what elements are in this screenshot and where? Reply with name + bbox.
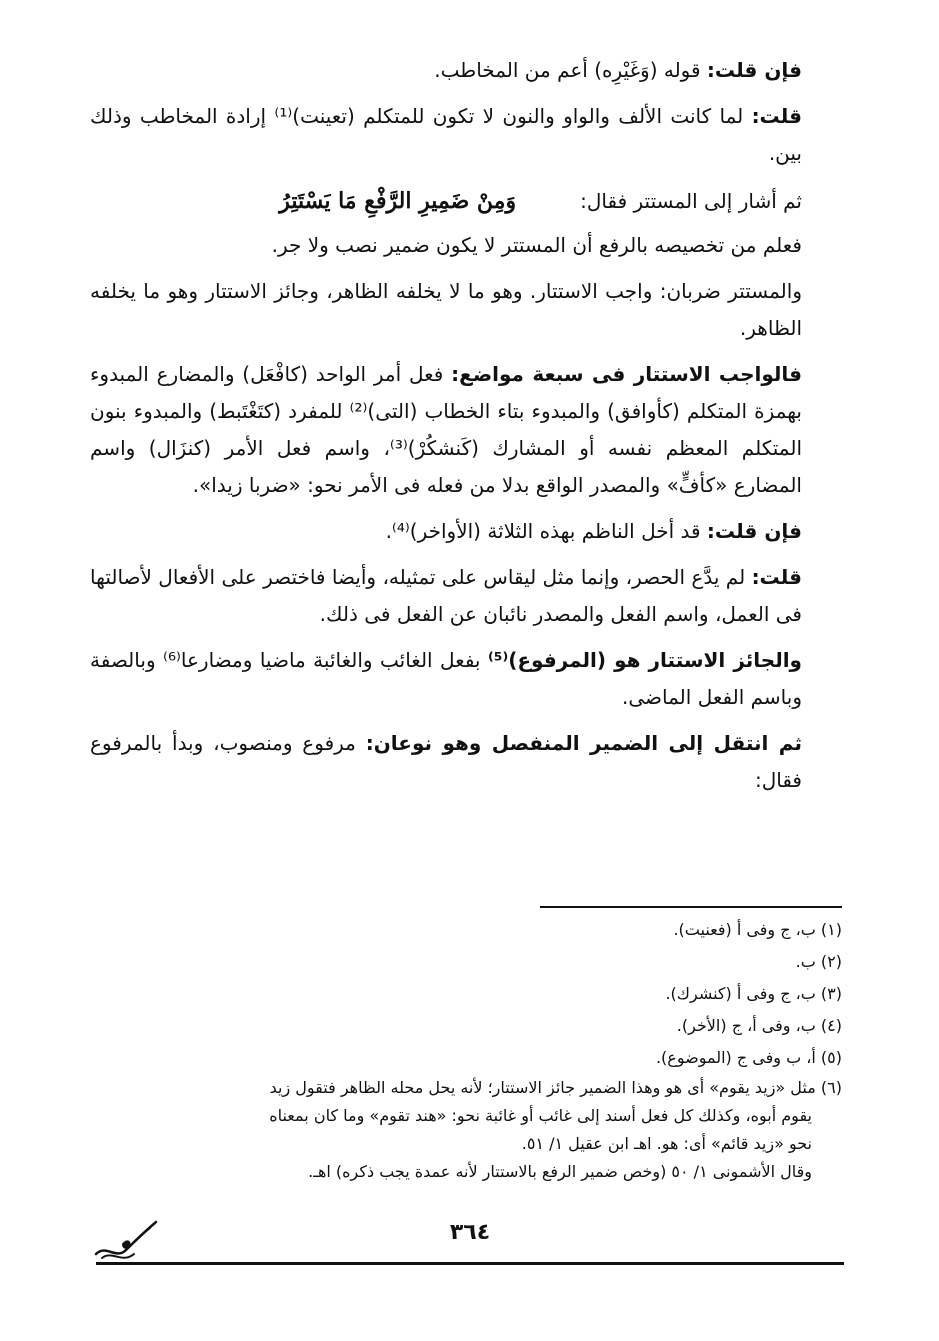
flourish-ornament-icon <box>92 1214 162 1266</box>
footnote-6-line-1: (٦) مثل «زيد يقوم» أى هو وهذا الضمير جائز الاستتار؛ لأنه يحل محله الظاهر فتقول زيد <box>269 1078 842 1097</box>
paragraph-text: لم يدَّع الحصر، وإنما مثل ليقاس على تمثيله، وأيضا فاختصر على الأفعال لأصالتها فى العمل، واسم الفعل والمصدر نائبان عن الفعل فى ذلك. <box>90 565 802 626</box>
paragraph-text: بفعل الغائب والغائبة ماضيا ومضارعا⁽⁶⁾ وبالصفة وباسم الفعل الماضى. <box>90 648 802 709</box>
paragraph-lead: ثم انتقل إلى الضمير المنفصل وهو نوعان: <box>365 731 802 755</box>
paragraph-1 <box>90 52 842 89</box>
paragraph-4 <box>90 273 842 347</box>
verse-block <box>90 181 842 221</box>
paragraph-9 <box>90 725 842 799</box>
paragraph-text: فعل أمر الواحد (كافْعَل) والمضارع المبدوء بهمزة المتكلم (كأوافق) والمبدوء بتاء الخطاب (التى)⁽²⁾ للمفرد (كتَغْتَبط) والمبدوء بنون المتكلم المعظم نفسه أو المشارك (كَنشكُرْ)⁽³⁾، واسم فعل الأمر (كنزَال) واسم المضارع «كأفٍّ» والمصدر الواقع بدلا من فعله فى الأمر نحو: «ضربا زيدا». <box>90 362 803 497</box>
paragraph-text: والمستتر ضربان: واجب الاستتار. وهو ما لا يخلفه الظاهر، وجائز الاستتار وهو ما يخلفه الظاهر. <box>90 279 802 340</box>
paragraph-text: لما كانت الألف والواو والنون لا تكون للمتكلم (تعينت)⁽¹⁾ إرادة المخاطب وذلك بين. <box>90 104 802 165</box>
main-text <box>90 52 842 808</box>
footnote-5: (٥) أ، ب وفى ج (الموضوع). <box>655 1048 842 1067</box>
paragraph-text: مرفوع ومنصوب، وبدأ بالمرفوع فقال: <box>90 731 802 792</box>
footnote-6-line-4: وقال الأشمونى ١/ ٥٠ (وخص ضمير الرفع بالاستتار لأنه عمدة يجب ذكره) اهـ. <box>308 1162 812 1181</box>
paragraph-8 <box>90 642 842 716</box>
footnote-3: (٣) ب، ج وفى أ (كنشرك). <box>665 984 842 1003</box>
paragraph-text: قوله (وَغَيْرِه) أعم من المخاطب. <box>434 58 707 82</box>
paragraph-5 <box>90 356 842 504</box>
paragraph-text: فعلم من تخصيصه بالرفع أن المستتر لا يكون ضمير نصب ولا جر. <box>271 233 802 257</box>
footnote-divider <box>540 906 842 908</box>
paragraph-lead: فالواجب الاستتار فى سبعة مواضع: <box>451 362 802 386</box>
paragraph-lead: فإن قلت: <box>706 58 802 82</box>
verse-intro: ثم أشار إلى المستتر فقال: <box>580 189 802 213</box>
paragraph-lead: قلت: <box>751 104 802 128</box>
page-number: ٣٦٤ <box>449 1220 491 1245</box>
paragraph-7 <box>90 559 842 633</box>
paragraph-3 <box>90 227 842 264</box>
verse-text: وَمِنْ ضَمِيرِ الرَّفْعِ مَا يَسْتَتِرُ <box>279 188 517 214</box>
page-bottom-rule <box>96 1262 844 1265</box>
paragraph-lead: والجائز الاستتار هو (المرفوع)⁽⁵⁾ <box>487 648 802 672</box>
paragraph-lead: قلت: <box>751 565 802 589</box>
footnote-1: (١) ب، ج وفى أ (فعنيت). <box>673 920 842 939</box>
paragraph-6 <box>90 513 842 550</box>
footnote-4: (٤) ب، وفى أ، ج (الأخر). <box>676 1016 842 1035</box>
footnotes <box>150 914 842 1186</box>
footnote-2: (٢) ب. <box>795 952 842 971</box>
paragraph-text: قد أخل الناظم بهذه الثلاثة (الأواخر)⁽⁴⁾. <box>385 519 707 543</box>
footnote-6-line-3: نحو «زيد قائم» أى: هو. اهـ ابن عقيل ١/ ٥١. <box>521 1134 812 1153</box>
footnote-6-line-2: يقوم أبوه، وكذلك كل فعل أسند إلى غائب أو غائبة نحو: «هند تقوم» وما كان بمعناه <box>269 1106 812 1125</box>
paragraph-2 <box>90 98 842 172</box>
paragraph-lead: فإن قلت: <box>706 519 802 543</box>
